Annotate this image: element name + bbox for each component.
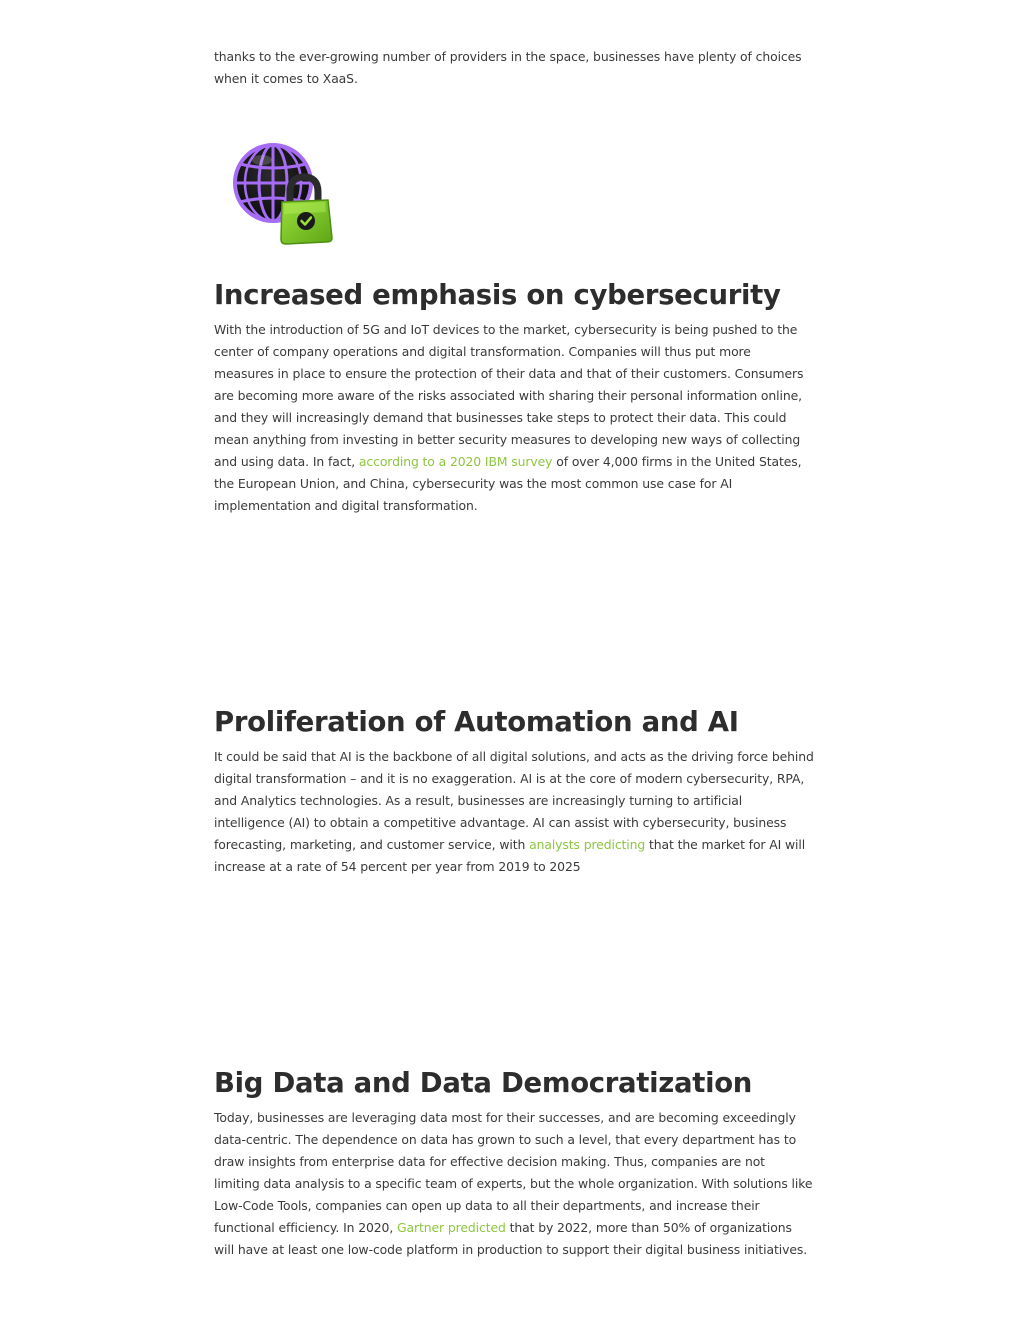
paragraph-text: that the market for AI will increase at a rate of 54 percent per year from 2019 to 2025 — [214, 837, 806, 874]
paragraph-text: of over 4,000 firms in the United States, the European Union, and China, cybersecurity was the most common use case for AI implementation and digital transformation. — [214, 454, 802, 513]
analysts-predicting-link[interactable]: analysts predicting — [529, 837, 646, 852]
section-paragraph — [214, 1107, 814, 1261]
section-big-data — [214, 1066, 814, 1261]
gartner-predicted-link[interactable]: Gartner predicted — [397, 1220, 506, 1235]
section-heading: Proliferation of Automation and AI — [214, 706, 739, 738]
intro-paragraph: thanks to the ever-growing number of providers in the space, businesses have plenty of choices when it comes to XaaS. — [214, 49, 802, 86]
section-paragraph — [214, 319, 814, 517]
paragraph-text: With the introduction of 5G and IoT devices to the market, cybersecurity is being pushed to the center of company operations and digital transformation. Companies will thus put more measures in place to ensure the protection of their data and that of their customers. Consumers are becoming more aware of the risks associated with sharing their personal information online, and they will increasingly demand that businesses take steps to protect their data. This could mean anything from investing in better security measures to developing new ways of collecting and using data. In fact, — [214, 322, 804, 469]
section-heading: Big Data and Data Democratization — [214, 1067, 753, 1099]
globe-padlock-icon — [226, 134, 338, 250]
section-automation-ai — [214, 705, 814, 878]
paragraph-text: Today, businesses are leveraging data most for their successes, and are becoming exceedingly data-centric. The dependence on data has grown to such a level, that every department has to draw insights from enterprise data for effective decision making. Thus, companies are not limiting data analysis to a specific team of experts, but the whole organization. With solutions like Low-Code Tools, companies can open up data to all their departments, and increase their functional efficiency. In 2020, — [214, 1110, 813, 1235]
section-cybersecurity — [214, 278, 814, 517]
ibm-survey-link[interactable]: according to a 2020 IBM survey — [358, 454, 553, 469]
section-paragraph — [214, 746, 814, 878]
paragraph-text: It could be said that AI is the backbone of all digital solutions, and acts as the driving force behind digital transformation – and it is no exaggeration. AI is at the core of modern cybersecurity, RPA, and Analytics technologies. As a result, businesses are increasingly turning to artificial intelligence (AI) to obtain a competitive advantage. AI can assist with cybersecurity, business forecasting, marketing, and customer service, with — [214, 749, 814, 852]
intro-block — [214, 46, 814, 90]
section-heading: Increased emphasis on cybersecurity — [214, 279, 781, 311]
paragraph-text: that by 2022, more than 50% of organizations will have at least one low-code platform in production to support their digital business initiatives. — [214, 1220, 808, 1257]
